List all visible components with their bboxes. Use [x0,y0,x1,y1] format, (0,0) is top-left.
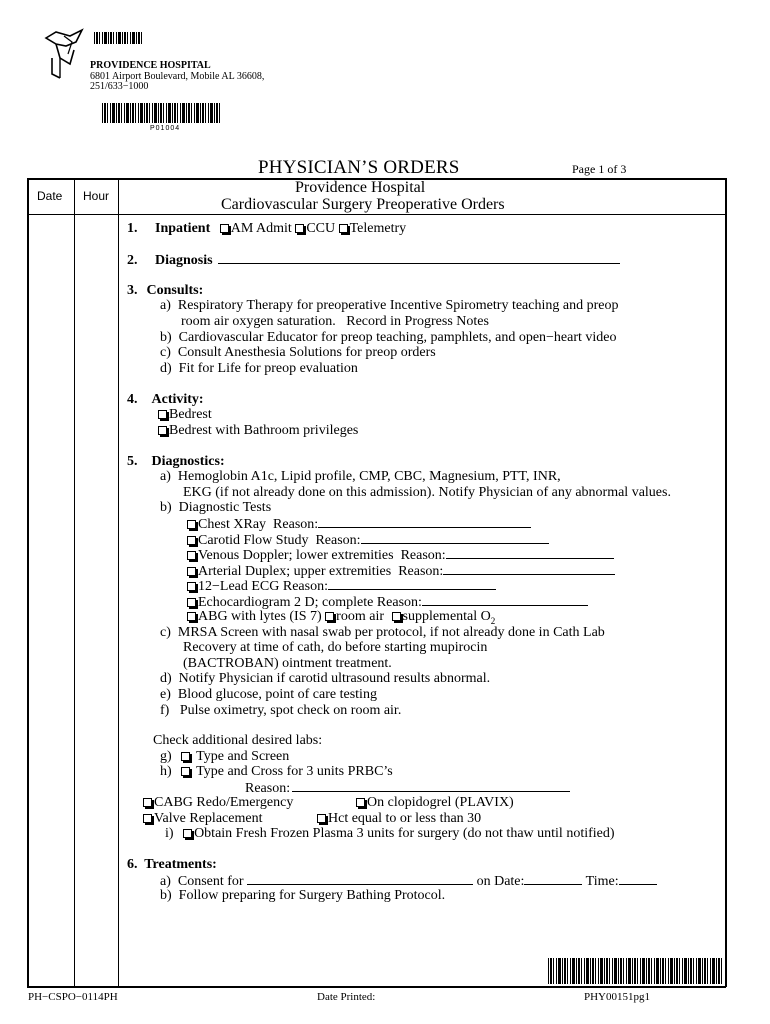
consult-c: c) Consult Anesthesia Solutions for preop orders [160,345,436,360]
diagnosis-label: Diagnosis [155,253,213,268]
checkbox-icon [187,567,196,576]
checkbox-icon [295,224,304,233]
checkbox-icon [187,520,196,529]
page-number: Page 1 of 3 [572,162,627,176]
consults-heading: 3. Consults: [127,283,204,298]
consent-date-field[interactable] [524,873,582,885]
left-border [27,178,29,987]
type-cross-checkbox[interactable]: Type and Cross for 3 units PRBC’s [181,764,393,779]
bedrest-checkbox[interactable]: Bedrest [158,407,212,423]
column-date-header: Date [37,189,63,203]
arterial-duplex-checkbox[interactable]: Arterial Duplex; upper extremities Reason: [187,563,615,580]
ecg-checkbox[interactable]: 12−Lead ECG Reason: [187,578,496,595]
footer-barcode [548,958,724,984]
echocardiogram-reason-field[interactable] [422,594,588,606]
checkbox-icon [356,798,365,807]
activity-heading: 4. Activity: [127,392,204,407]
telemetry-checkbox[interactable]: Telemetry [339,221,407,236]
carotid-flow-reason-field[interactable] [361,532,549,544]
column-hour-header: Hour [83,189,110,203]
checkbox-icon [187,551,196,560]
mrsa-line1: c) MRSA Screen with nasal swab per protocol, if not already done in Cath Lab [160,625,605,640]
chest-xray-reason-field[interactable] [318,516,531,528]
ccu-checkbox[interactable]: CCU [295,221,335,236]
consult-d: d) Fit for Life for preop evaluation [160,361,358,376]
abg-checkbox[interactable]: ABG with lytes (IS 7) [187,609,322,624]
ffp-row: i) Obtain Fresh Frozen Plasma 3 units for surgery (do not thaw until notified) [165,826,615,841]
checkbox-icon [187,598,196,607]
carotid-flow-checkbox[interactable]: Carotid Flow Study Reason: [187,532,549,549]
checkbox-icon [325,612,334,621]
consult-a-line1: a) Respiratory Therapy for preoperative Incentive Spirometry teaching and preop [160,298,619,313]
header-barcode-small [94,32,144,44]
checkbox-icon [392,612,401,621]
barcode-code: P01004 [150,125,181,132]
right-border [725,178,727,987]
inpatient-label: Inpatient [155,221,211,236]
supplemental-o2-checkbox[interactable]: supplemental $O_2$ [392,609,496,624]
type-screen-checkbox[interactable]: Type and Screen [181,749,289,764]
form-id: PH−CSPO−0114PH [28,991,118,1003]
inpatient-row [127,221,406,237]
form-hospital-name: Providence Hospital [295,179,426,196]
type-cross-reason-field[interactable] [292,780,570,792]
diagnostics-heading: 5. Diagnostics: [127,454,225,469]
valve-replacement-checkbox[interactable]: Valve Replacement [143,811,262,827]
treatments-heading: 6. Treatments: [127,857,217,872]
bottom-border [27,986,726,988]
header-bottom-border [27,214,726,215]
checkbox-icon [183,829,192,838]
cabg-checkbox[interactable]: CABG Redo/Emergency [143,795,293,811]
checkbox-icon [181,752,190,761]
checkbox-icon [317,814,326,823]
page-title: PHYSICIAN’S ORDERS [258,157,460,178]
form-title: Cardiovascular Surgery Preoperative Orders [221,196,505,213]
mrsa-line2: Recovery at time of cath, do before starting mupirocin [183,640,488,655]
type-cross-row: h) Type and Cross for 3 units PRBC’s [160,764,393,779]
checkbox-icon [187,582,196,591]
arterial-duplex-reason-field[interactable] [443,563,615,575]
plavix-checkbox[interactable]: On clopidogrel (PLAVIX) [356,795,514,811]
checkbox-icon [158,410,167,419]
checkbox-icon [143,798,152,807]
diagnostic-tests-label: b) Diagnostic Tests [160,500,272,515]
bathing-protocol: b) Follow preparing for Surgery Bathing Protocol. [160,888,446,903]
consent-time-field[interactable] [619,873,657,885]
page-code: PHY00151pg1 [584,991,651,1003]
diagnostics-e: e) Blood glucose, point of care testing [160,687,377,702]
checkbox-icon [143,814,152,823]
checkbox-icon [181,767,190,776]
checkbox-icon [158,426,167,435]
diagnostics-a-line2: EKG (if not already done on this admission). Notify Physician of any abnormal values. [183,485,671,500]
am-admit-checkbox[interactable]: AM Admit [220,221,292,236]
hospital-name: PROVIDENCE HOSPITAL [90,60,211,71]
chest-xray-checkbox[interactable]: Chest XRay Reason: [187,516,531,533]
ffp-checkbox[interactable]: Obtain Fresh Frozen Plasma 3 units for surgery (do not thaw until notified) [183,826,614,841]
hospital-address: 6801 Airport Boulevard, Mobile AL 36608, [90,71,265,82]
consult-a-line2: room air oxygen saturation. Record in Progress Notes [181,314,489,329]
checkbox-icon [187,536,196,545]
type-screen-row: g) Type and Screen [160,749,290,764]
hour-orders-divider [118,178,119,987]
venous-doppler-reason-field[interactable] [446,547,614,559]
echocardiogram-checkbox[interactable]: Echocardiogram 2 D; complete Reason: [187,594,588,611]
item-2-number: 2. [127,253,138,268]
checkbox-icon [339,224,348,233]
date-hour-divider [74,178,75,987]
hospital-logo-icon [42,28,88,80]
consent-row: a) Consent for on Date: Time: [160,873,657,890]
header-barcode [102,103,222,123]
diagnostics-a-line1: a) Hemoglobin A1c, Lipid profile, CMP, CBC, Magnesium, PTT, INR, [160,469,561,484]
mrsa-line3: (BACTROBAN) ointment treatment. [183,656,392,671]
venous-doppler-checkbox[interactable]: Venous Doppler; lower extremities Reason: [187,547,614,564]
type-cross-reason-row: Reason: [245,780,570,797]
labs-intro: Check additional desired labs: [153,733,323,748]
diagnosis-row [127,252,620,269]
checkbox-icon [220,224,229,233]
date-printed: Date Printed: [317,991,376,1003]
room-air-checkbox[interactable]: room air [325,609,384,624]
diagnostics-d: d) Notify Physician if carotid ultrasound results abnormal. [160,671,491,686]
diagnostics-f: f) Pulse oximetry, spot check on room air. [160,703,402,718]
hct-checkbox[interactable]: Hct equal to or less than 30 [317,811,481,827]
item-1-number: 1. [127,221,138,236]
bedrest-bathroom-checkbox[interactable]: Bedrest with Bathroom privileges [158,423,358,439]
hospital-phone: 251/633−1000 [90,81,149,92]
diagnosis-field[interactable] [218,252,620,264]
consent-for-field[interactable] [247,873,473,885]
checkbox-icon [187,612,196,621]
ecg-reason-field[interactable] [328,578,496,590]
consult-b: b) Cardiovascular Educator for preop teaching, pamphlets, and open−heart video [160,330,617,345]
